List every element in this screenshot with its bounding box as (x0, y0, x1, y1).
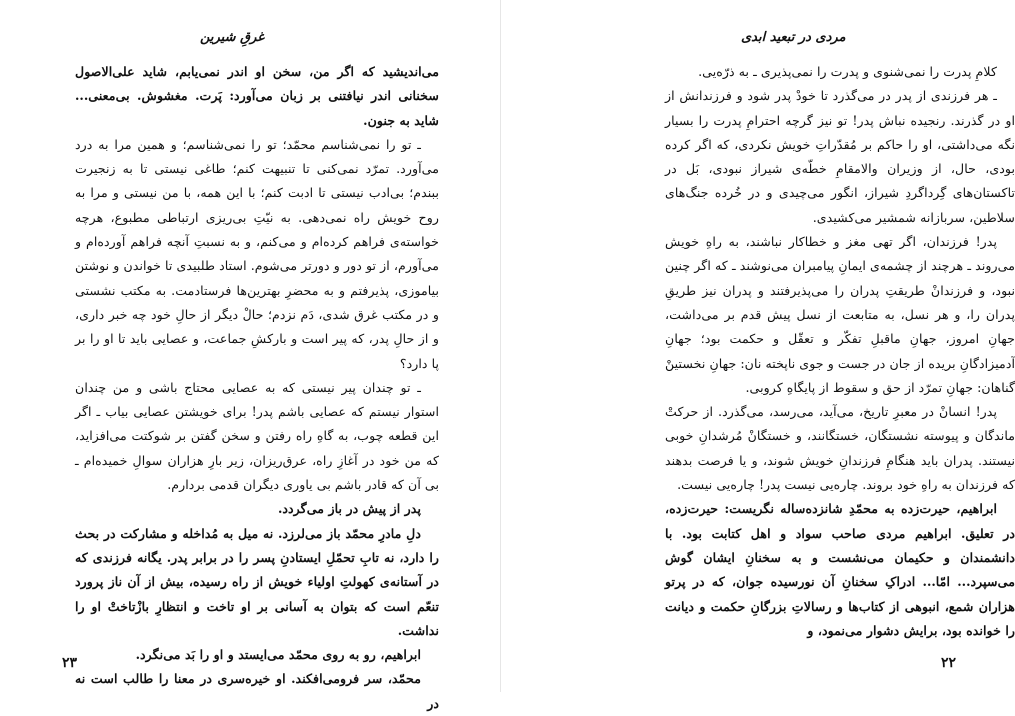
left-page-number: ۲۳ (62, 655, 78, 671)
right-paragraph-3: پدر! فرزندان، اگر تهی مغز و خطاکار نباشند، به راهِ خویش می‌روند ـ هرچند از چشمه‌ی ایمانِ پیامبران می‌نوشند ـ که اگر چنین نبود، و فرزندانْ طریقتِ پدران را می‌پذیرفتند و پدران نیز طریقِ پدران را، و هر نسل، به متابعت از نسل پیش قدم بر می‌داشت، جهانِ امروز، جهانِ ماقبلِ تفکّر و تعقّل و حکمت بود؛ جهانِ آدمیزادگانِ بریده از جان در جست و جوی ناپخته نان: جهانِ نخستینْ گناهان: جهانِ تمرّد از حق و سقوط از پایگاهِ کروبی. (665, 234, 1015, 395)
right-page-body (665, 60, 1015, 642)
left-paragraph-6: ابراهیم، رو به روی محمّد می‌ایستد و او را بَد می‌نگرد. (135, 647, 421, 663)
left-paragraph-4: پدر از پیش در باز می‌گردد. (277, 501, 421, 517)
left-paragraph-7: محمّد، سر فرومی‌افکند. او خیره‌سری در معنا را طالب است نه در (75, 671, 439, 711)
right-paragraph-2: ـ هر فرزندی از پدر در می‌گذرد تا خودْ پدر شود و فرزندانش از او در گذرند. رنجیده نباش پدر! تو نیز گرچه احترامِ پدرت را بسیار نگه می‌داشتی، او را حاکم بر مُقدّراتِ خویش نکردی، که اگر کرده بودی، حال، از وزیران والامقامِ خطّه‌ی شیراز نبودی، بَل در تاکستان‌های گِرداگردِ شیراز، انگور می‌چیدی و در خُرده جنگ‌های سلاطین، سربازانه شمشیر می‌کشیدی. (665, 88, 1015, 225)
right-running-title: مردی در تبعید ابدی (741, 30, 846, 45)
right-paragraph-5: ابراهیم، حیرت‌زده به محمّدِ شانزده‌ساله نگریست: حیرت‌زده، در تعلیق. ابراهیم مردی صاحب سواد و اهل کتابت بود. با دانشمندان و حکیمان می‌نشست و به سخنانِ ایشان گوش می‌سپرد... امّا... ادراکِ سخنانِ آن نورسیده جوان، که در پرتو هزاران شمع، انبوهی از کتاب‌ها و رسالاتِ بزرگانِ حکمت و دیانت را خوانده بود، برایش دشوار می‌نمود، و (665, 501, 1015, 638)
right-paragraph-4: پدر! انسانْ در معبرِ تاریخ، می‌آید، می‌رسد، می‌گذرد. از حرکتْ ماندگان و پیوسته نشستگان، خستگانند، و خستگانْ مُرشدانِ خوبی نیستند. پدران باید هنگامِ فرزندانِ خویش شوند، و یا فرصت بدهند که فرزندان به راهِ خود بروند. چاره‌یی نیست پدر! چاره‌یی نیست. (665, 404, 1015, 493)
left-page-body (75, 60, 439, 711)
right-page-number: ۲۲ (941, 655, 957, 671)
left-running-title: غرقِ شیرین (200, 30, 265, 45)
left-page (0, 0, 500, 711)
right-page (501, 0, 1015, 692)
left-paragraph-5: دلِ مادرِ محمّد باز می‌لرزد. نه میل به مُداخله و مشارکت در بحث را دارد، نه تابِ تحمّلِ ایستادنِ پسر را در برابر پدر. یگانه فرزندی که در آستانه‌ی کهولتِ اولیاء خویش از راه رسیده، بیش از آن ناز پرورد تنعّم است که بتوان به آسانی بر او تاخت و انتظارِ بازْتاختْ او را نداشت. (75, 525, 439, 638)
left-paragraph-3: ـ تو چندان پیر نیستی که به عصایی محتاج باشی و من چندان استوار نیستم که عصایی باشم پدر! برای خویشتن عصایی بیاب ـ اگر این قطعه چوب، به گاهِ راه رفتن و سخن گفتن بر شوکتت می‌افزاید، که من خود در آغازِ راه، عرق‌ریزان، زیر بارِ هزاران سوالِ خمیده‌ام ـ بی آن که قادر باشم بی یاوری دیگران قدمی بردارم. (75, 379, 439, 493)
left-paragraph-2: ـ تو را نمی‌شناسم محمّد؛ تو را نمی‌شناسم؛ و همین مرا به درد می‌آورد. تمرّد نمی‌کنی تا تنبیهت کنم؛ طاغی نیستی تا به زنجیرت ببندم؛ بی‌ادب نیستی تا ادبت کنم؛ با این همه، با من نیستی و مرا به روح خویش راه نمی‌دهی. به نیّتِ بی‌ریزی ارتباطی مطبوع، هرچه خواسته‌ی فراهم کرده‌ام و می‌کنم، و به نسبتِ آنچه فراهم آورده‌ام و می‌آورم، از تو دور و دورتر می‌شوم. استاد طلبیدی تا خواندن و نوشتن بیاموزی، پذیرفتم و به محضرِ بهترین‌ها فرستادمت. به مکتب نشستی و در مکتب غرق شدی، دَم نزدم؛ حالْ دیگر از حالِ خود چه خبر داری، و از حالِ پدر، که پیر است و بارکشِ جماعت، و عصایی باید تا او را بر پا دارد؟ (75, 136, 439, 371)
left-paragraph-1: می‌اندیشید که اگر من، سخن او اندر نمی‌یابم، شاید علی‌الاصول سخنانی اندر نیافتنی بر زبان می‌آورد: پَرت. مغشوش. بی‌معنی... شاید به جنون. (75, 64, 439, 128)
right-paragraph-1: کلامِ پدرت را نمی‌شنوی و پدرت را نمی‌پذیری ـ به ذرّه‌یی. (698, 64, 997, 79)
